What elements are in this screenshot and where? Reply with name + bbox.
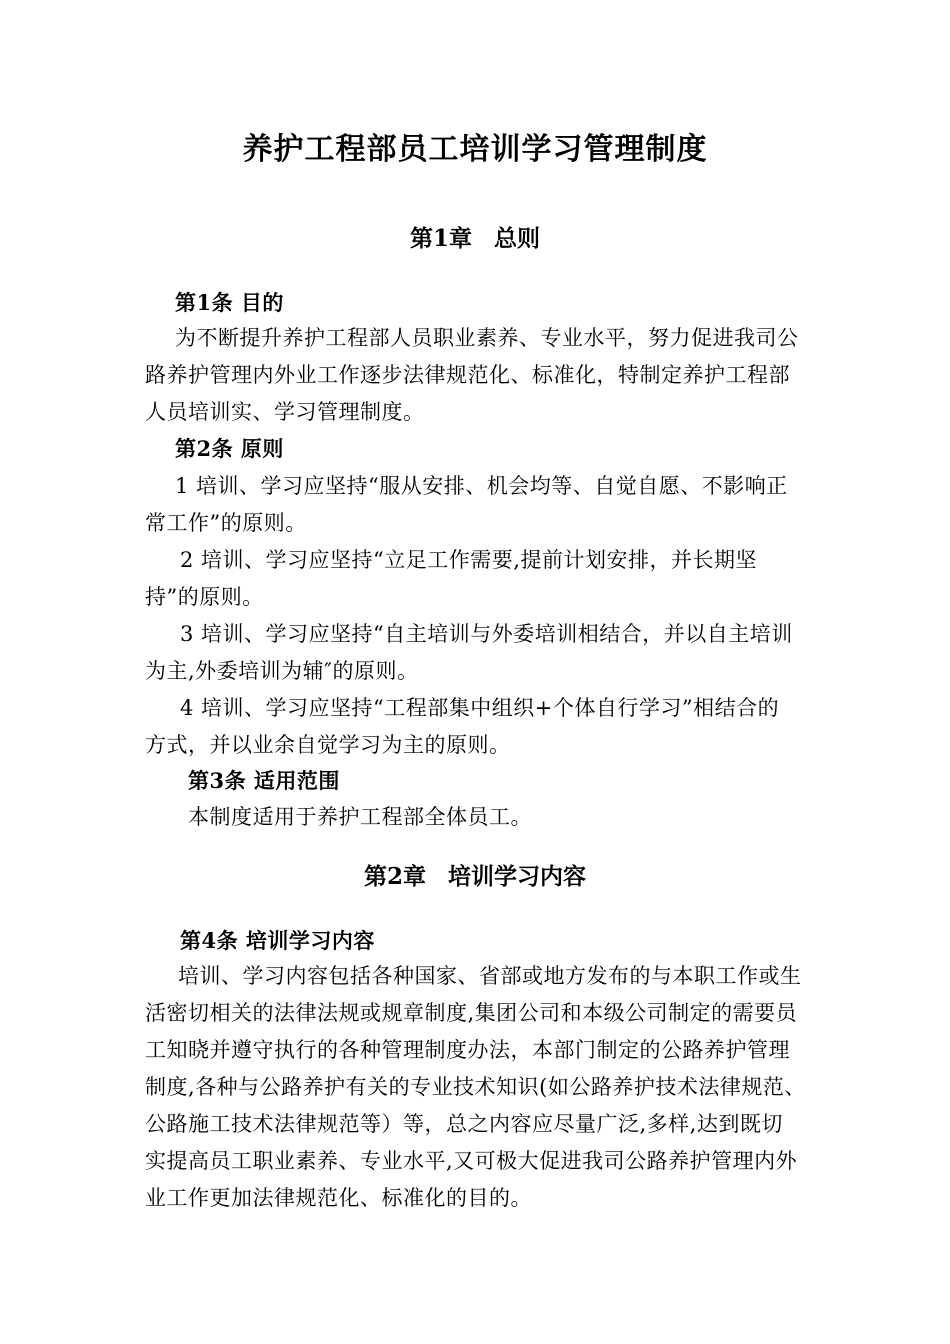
chapter-1-name: 总则 — [494, 225, 540, 252]
article-2-line: 4 培训、学习应坚持“工程部集中组织+个体自行学习”相结合的 — [180, 696, 780, 720]
article-1-line: 为不断提升养护工程部人员职业素养、专业水平，努力促进我司公 — [175, 326, 799, 350]
article-2-line: 2 培训、学习应坚持“立足工作需要,提前计划安排，并长期坚 — [180, 548, 757, 572]
article-2-line: 常工作”的原则。 — [145, 511, 307, 535]
article-4-line: 公路施工技术法律规范等）等，总之内容应尽量广泛,多样,达到既切 — [145, 1112, 783, 1136]
chapter-1-number: 第1章 — [409, 225, 472, 252]
article-1-line: 人员培训实、学习管理制度。 — [145, 400, 425, 424]
article-2-line: 1 培训、学习应坚持“服从安排、机会均等、自觉自愿、不影响正 — [175, 474, 788, 498]
article-4-line: 活密切相关的法律法规或规章制度,集团公司和本级公司制定的需要员 — [145, 1001, 798, 1025]
article-1-line: 路养护管理内外业工作逐步法律规范化、标准化，特制定养护工程部 — [145, 363, 790, 387]
article-4-line: 培训、学习内容包括各种国家、省部或地方发布的与本职工作或生 — [178, 964, 802, 988]
article-1-heading: 第1条 目的 — [175, 290, 284, 315]
chapter-2-name: 培训学习内容 — [448, 863, 586, 890]
document-title: 养护工程部员工培训学习管理制度 — [242, 132, 708, 167]
chapter-2-number: 第2章 — [363, 863, 426, 890]
article-4-line: 实提高员工职业素养、专业水平,又可极大促进我司公路养护管理内外 — [145, 1149, 798, 1173]
article-4-line: 制度,各种与公路养护有关的专业技术知识(如公路养护技术法律规范、 — [145, 1075, 806, 1099]
article-2-line: 为主,外委培训为辅″的原则。 — [145, 659, 419, 683]
article-3-line: 本制度适用于养护工程部全体员工。 — [188, 805, 532, 829]
article-2-line: 持”的原则。 — [145, 585, 264, 609]
article-2-heading: 第2条 原则 — [175, 436, 284, 461]
article-4-heading: 第4条 培训学习内容 — [180, 928, 375, 953]
chapter-2-heading — [0, 860, 950, 894]
article-4-line: 工知晓并遵守执行的各种管理制度办法，本部门制定的公路养护管理 — [145, 1038, 790, 1062]
article-2-line: 方式，并以业余自觉学习为主的原则。 — [145, 733, 511, 757]
article-2-line: 3 培训、学习应坚持“自主培训与外委培训相结合，并以自主培训 — [180, 622, 793, 646]
article-4-line: 业工作更加法律规范化、标准化的目的。 — [145, 1186, 532, 1210]
article-3-heading: 第3条 适用范围 — [188, 768, 340, 793]
chapter-1-heading — [0, 222, 950, 256]
